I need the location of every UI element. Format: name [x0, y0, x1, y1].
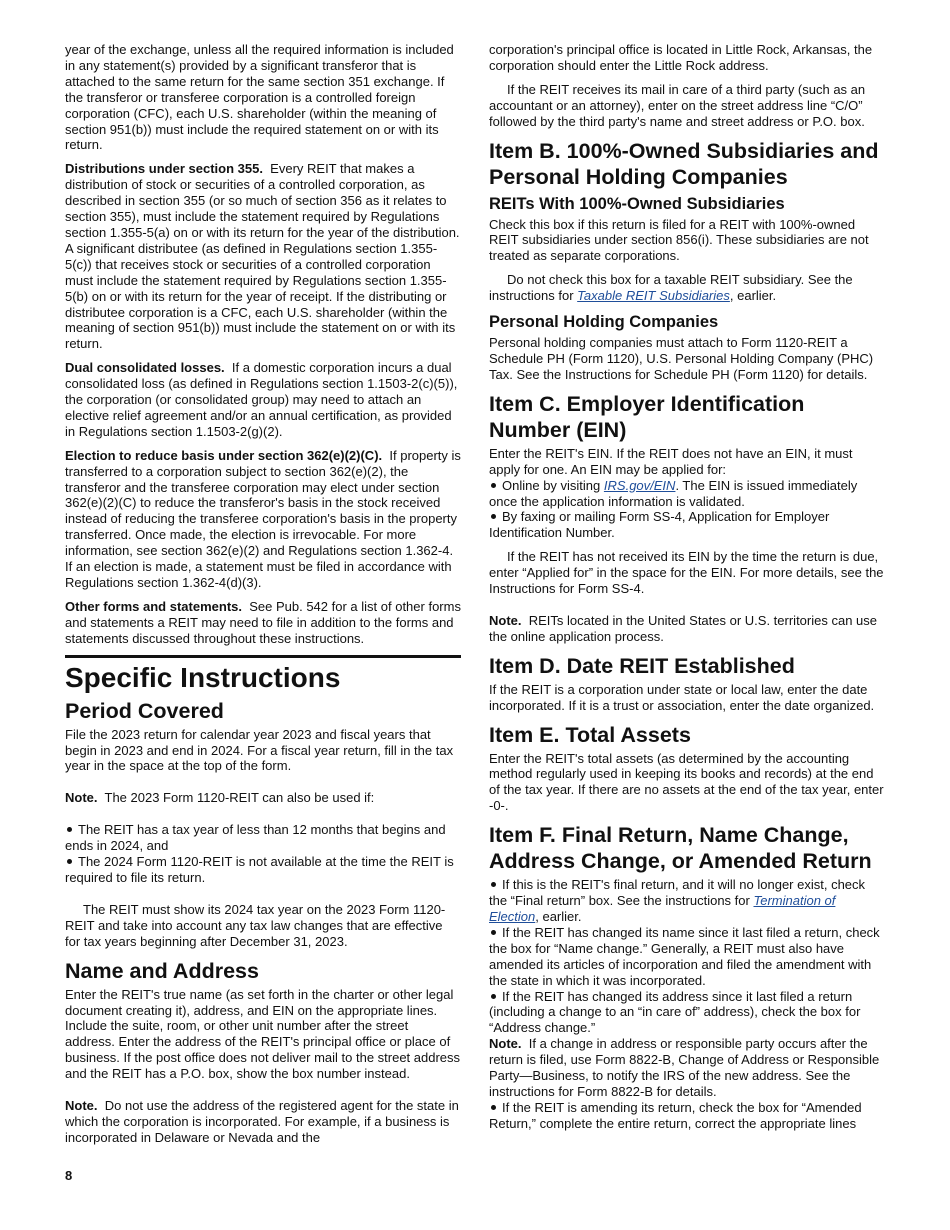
list-item: If the REIT has changed its address since it last filed a return (including a change to an “in care of” address), check the box for “Address change.”	[489, 988, 861, 1036]
list-item: The REIT has a tax year of less than 12 months that begins and ends in 2024, and	[65, 822, 446, 854]
list-item: Online by visiting IRS.gov/EIN. The EIN is issued immediately once the application information is validated.	[489, 477, 858, 509]
personal-holding-body: Personal holding companies must attach to Form 1120-REIT a Schedule PH (Form 1120), U.S. Personal Holding Company (PHC) Tax. See the Instructions for Schedule PH (Form 1120) for details.	[489, 335, 874, 382]
dual-losses-paragraph	[65, 360, 461, 440]
note-label: Note.	[489, 1036, 522, 1052]
other-forms-body: See Pub. 542 for a list of other forms and statements a REIT may need to file in addition to the forms and statements discussed throughout these instructions.	[65, 598, 461, 646]
list-item: By faxing or mailing Form SS-4, Application for Employer Identification Number.	[489, 509, 830, 541]
item-e-heading: Item E. Total Assets	[489, 722, 691, 747]
item-e-body: Enter the REIT's total assets (as determined by the accounting method regularly used in keeping its books and records) at the end of the tax year. If there are no assets at the end of the tax year, enter -0-.	[489, 750, 884, 814]
personal-holding-heading: Personal Holding Companies	[489, 313, 719, 332]
item-c-heading: Item C. Employer Identification Number (EIN)	[489, 391, 805, 442]
bullet-icon	[491, 514, 496, 519]
list-item: If the REIT is amending its return, check the box for “Amended Return,” complete the entire return, correct the appropriate lines	[489, 1099, 862, 1131]
item-b-heading: Item B. 100%-Owned Subsidiaries and Personal Holding Companies	[489, 138, 879, 189]
name-address-heading: Name and Address	[65, 958, 259, 983]
taxable-reit-paragraph: Do not check this box for a taxable REIT subsidiary. See the instructions for Taxable REIT Subsidiaries, earlier.	[489, 272, 853, 304]
name-address-body: Enter the REIT's true name (as set forth in the charter or other legal document creating it), address, and EIN on the appropriate lines. Include the suite, room, or other unit number after the street address. Enter the address of the REIT's principal office or place of business. If the post office does not deliver mail to the street address and the REIT has a P.O. box, show the box number instead.	[65, 986, 461, 1082]
irs-ein-link[interactable]: IRS.gov/EIN	[603, 477, 676, 493]
ein-note: Note. REITs located in the United States or U.S. territories can use the online application process.	[489, 612, 878, 644]
name-address-note: Note. Do not use the address of the registered agent for the state in which the corporation is incorporated. For example, if a business is incorporated in Delaware or Nevada and the	[65, 1098, 459, 1145]
bullet-icon	[491, 1105, 496, 1110]
dual-losses-heading: Dual consolidated losses.	[65, 360, 225, 376]
continued-paragraph: corporation's principal office is located in Little Rock, Arkansas, the corporation should enter the Little Rock address.	[489, 42, 873, 73]
period-covered-body: File the 2023 return for calendar year 2023 and fiscal years that begin in 2023 and end in 2024. For a fiscal year return, fill in the tax year in the space at the top of the form.	[65, 726, 454, 774]
dual-losses-body: If a domestic corporation incurs a dual consolidated loss (as defined in Regulations section 1.1503-2(c)(5)), the corporation (or consolidated group) may need to attach an elective relief agreement and/or an annual certification, as provided in Regulations section 1.1503-2(g)(2).	[65, 360, 458, 439]
distributions-heading: Distributions under section 355.	[65, 161, 263, 177]
list-item: If this is the REIT's final return, and it will no longer exist, check the “Final return” box. See the instructions for Termination of Election, earlier.	[489, 877, 866, 924]
period-covered-heading: Period Covered	[65, 698, 224, 723]
ein-after: If the REIT has not received its EIN by the time the return is due, enter “Applied for” in the space for the EIN. For more details, see the Instructions for Form SS-4.	[489, 549, 884, 597]
distributions-paragraph	[65, 161, 461, 352]
bullet-icon	[491, 930, 496, 935]
page-number: 8	[65, 1168, 73, 1183]
reits-subsidiaries-heading: REITs With 100%-Owned Subsidiaries	[489, 194, 785, 213]
item-c-body: Enter the REIT's EIN. If the REIT does not have an EIN, it must apply for one. An EIN may be applied for: Online by visiting IRS.gov/EIN. The EIN is issued immediately once the application information is validated. By faxing or mailing Form SS-4, Application for Employer Identification Number.	[489, 446, 885, 541]
reits-subsidiaries-body: Check this box if this return is filed for a REIT with 100%-owned REIT subsidiaries under section 856(i). These subsidiaries are not treated as separate corporations.	[489, 216, 869, 264]
period-bullets	[65, 822, 461, 886]
other-forms-paragraph	[65, 599, 461, 647]
election-paragraph	[65, 448, 461, 591]
termination-of-election-link[interactable]: Termination of Election	[489, 893, 836, 924]
bullet-icon	[491, 882, 496, 887]
care-of-paragraph: If the REIT receives its mail in care of a third party (such as an accountant or an attorney), enter on the street address line “C/O” followed by the third party's name and street address or P.O. box.	[489, 81, 866, 129]
period-after: The REIT must show its 2024 tax year on the 2023 Form 1120-REIT and take into account any tax law changes that are effective for tax years beginning after December 31, 2023.	[65, 901, 446, 949]
intro-paragraph: year of the exchange, unless all the required information is included in any statement(s) provided by a significant transferor that is attached to the same return for the same section 351 exchange. If the transferor or transferee corporation is a controlled foreign corporation (CFC), each U.S. shareholder (within the meaning of section 951(b)) must include the required statement on or with its return.	[65, 42, 454, 153]
bullet-icon	[67, 859, 72, 864]
list-item: Note. If a change in address or responsible party occurs after the return is filed, use Form 8822-B, Change of Address or Responsible Party—Business, to notify the IRS of the new address. See the instructions for Form 8822-B for details.	[489, 1036, 880, 1099]
list-item: The 2024 Form 1120-REIT is not available at the time the REIT is required to file its return.	[65, 854, 454, 885]
note-label: Note.	[65, 790, 98, 806]
taxable-reit-subsidiaries-link[interactable]: Taxable REIT Subsidiaries	[577, 288, 730, 304]
item-f-body	[489, 877, 885, 1132]
specific-instructions-title: Specific Instructions	[65, 655, 461, 694]
bullet-icon	[67, 827, 72, 832]
bullet-icon	[491, 994, 496, 999]
election-heading: Election to reduce basis under section 362(e)(2)(C).	[65, 447, 383, 463]
list-item: If the REIT has changed its name since it last filed a return, check the box for “Name change.” Generally, a REIT must also have amended its articles of incorporation and filed the amendment with the state in which it was incorporated.	[489, 924, 880, 988]
note-label: Note.	[489, 612, 522, 628]
item-d-heading: Item D. Date REIT Established	[489, 653, 795, 678]
distributions-body: Every REIT that makes a distribution of stock or securities of a controlled corporation, as described in section 355 (or so much of section 356 as it relates to section 355), must include the statement required by Regulations section 1.355-5(a) on or with its return for the year of the distribution. A significant distributee (as defined in Regulations section 1.355-5(c)) that receives stock or securities of a controlled corporation must include the statement required by Regulations section 1.355-5(b) on or with its return for the year of receipt. If the distributing or distributee corporation is a CFC, each U.S. shareholder (within the meaning of section 951(b)) must include the statement on or with its return.	[65, 161, 460, 352]
right-column	[489, 42, 885, 1140]
item-f-heading: Item F. Final Return, Name Change, Address Change, or Amended Return	[489, 823, 872, 874]
other-forms-heading: Other forms and statements.	[65, 598, 242, 614]
item-d-body: If the REIT is a corporation under state or local law, enter the date incorporated. If it is a trust or association, enter the date organized.	[489, 681, 875, 713]
note-label: Note.	[65, 1098, 98, 1114]
election-body: If property is transferred to a corporation subject to section 362(e)(2), the transferor and the transferee corporation may elect under section 362(e)(2)(C) to reduce the transferor's basis in the stock received instead of reducing the transferee corporation's basis in the property transferred. Once made, the election is irrevocable. For more information, see section 362(e)(2) and Regulations section 1.362-4. If an election is made, a statement must be filed in accordance with Regulations section 1.362-4(d)(3).	[65, 447, 461, 590]
left-column	[65, 42, 461, 1154]
period-note: Note. The 2023 Form 1120-REIT can also be used if:	[65, 790, 375, 806]
bullet-icon	[491, 483, 496, 488]
